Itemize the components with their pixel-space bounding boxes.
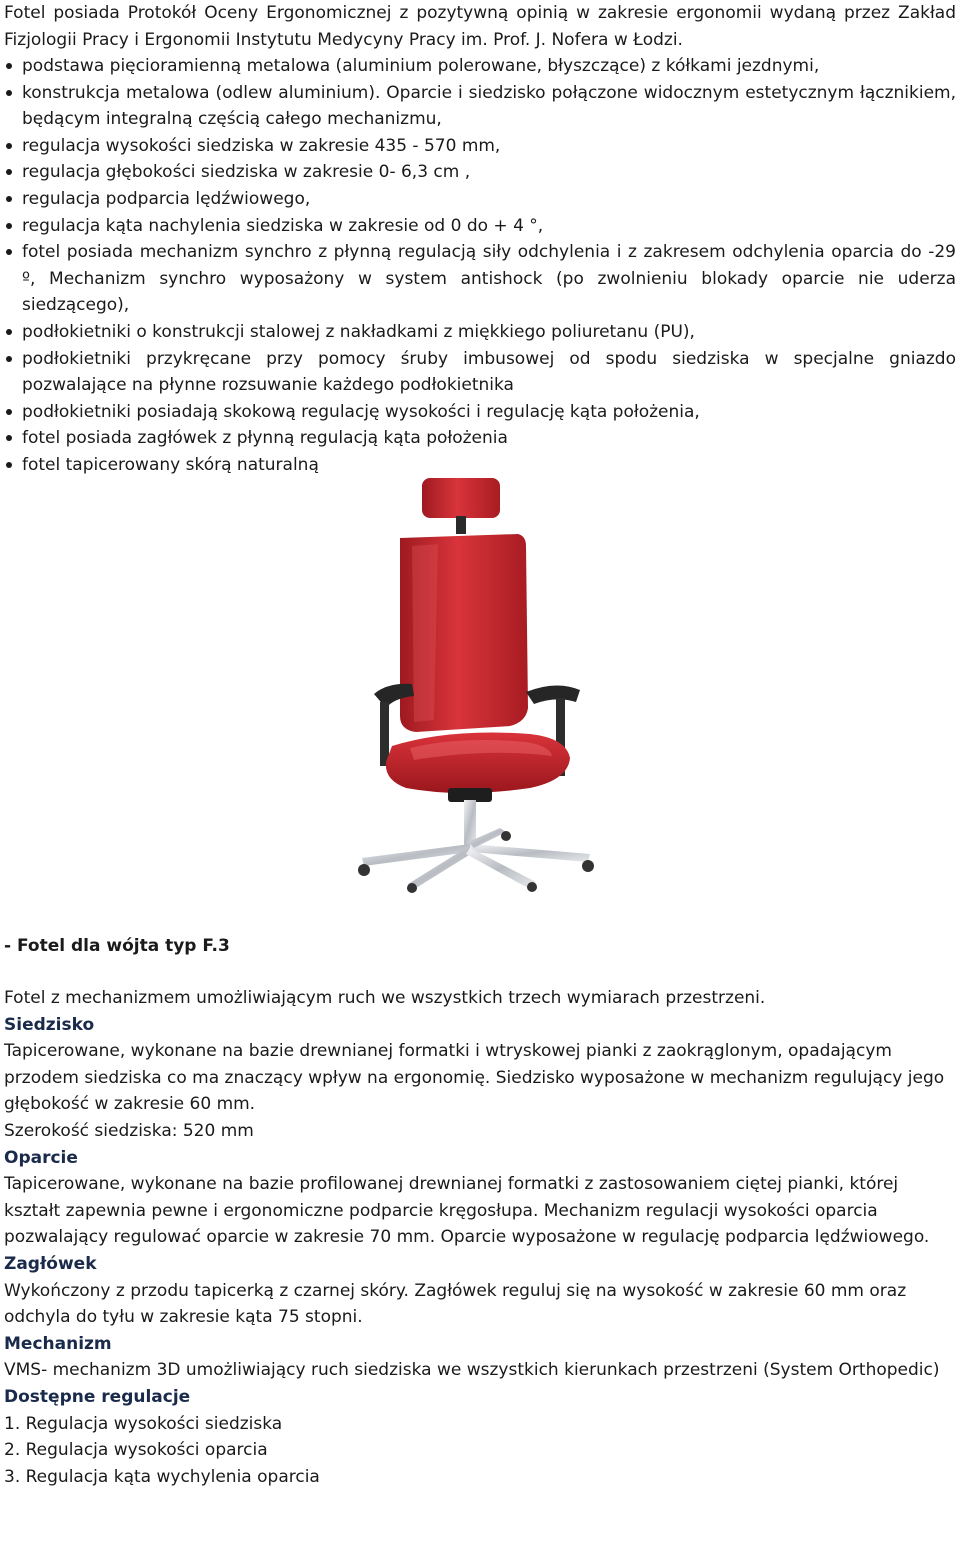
backrest-subheading: Oparcie bbox=[4, 1147, 78, 1168]
feature-item: regulacja podparcia lędźwiowego, bbox=[4, 186, 956, 213]
backrest-paragraph: Tapicerowane, wykonane na bazie profilowanej drewnianej formatki z zastosowaniem ciętej pianki, której kształt zapewnia pewne i ergonomiczne podparcie kręgosłupa. Mechanizm regulacji wysokości oparcia pozwalający regulować oparcie w zakresie 70 mm. Oparcie wyposażone w regulację podparcia lędźwiowego. bbox=[4, 1174, 930, 1248]
feature-item: podłokietniki o konstrukcji stalowej z nakładkami z miękkiego poliuretanu (PU), bbox=[4, 319, 956, 346]
mechanism-subheading: Mechanizm bbox=[4, 1333, 112, 1354]
feature-item: regulacja wysokości siedziska w zakresie 435 - 570 mm, bbox=[4, 133, 956, 160]
caster bbox=[527, 882, 537, 892]
seat-paragraph: Tapicerowane, wykonane na bazie drewnianej formatki i wtryskowej pianki z zaokrąglonym, opadającym przodem siedziska co ma znaczący wpływ na ergonomię. Siedzisko wyposażone w mechanizm regulujący jego głębokość w zakresie 60 mm. bbox=[4, 1041, 945, 1115]
intro-paragraph: Fotel posiada Protokół Oceny Ergonomicznej z pozytywną opinią w zakresie ergonomii wydaną przez Zakład Fizjologii Pracy i Ergonomii Instytutu Medycyny Pracy im. Prof. J. Nofera w Łodzi. bbox=[4, 3, 956, 50]
seat-mechanism bbox=[448, 788, 492, 802]
right-armrest bbox=[526, 685, 580, 704]
feature-item: podstawa pięcioramienną metalowa (aluminium polerowane, błyszczące) z kółkami jezdnymi, bbox=[4, 53, 956, 80]
caster bbox=[407, 883, 417, 893]
caster bbox=[358, 864, 370, 876]
left-armrest-post bbox=[380, 702, 389, 766]
headrest bbox=[422, 478, 500, 518]
headrest-paragraph: Wykończony z przodu tapicerką z czarnej skóry. Zagłówek reguluj się na wysokość w zakresie 60 mm oraz odchyla do tyłu w zakresie kąta 75 stopni. bbox=[4, 1280, 907, 1328]
adjustment-item: 3. Regulacja kąta wychylenia oparcia bbox=[4, 1466, 320, 1487]
caster bbox=[582, 860, 594, 872]
feature-item: fotel posiada mechanizm synchro z płynną regulacją siły odchylenia i z zakresem odchylenia oparcia do -29 º, Mechanizm synchro wyposażony w system antishock (po zwolnieniu blokady oparcie nie uderza siedzącego), bbox=[4, 239, 956, 319]
feature-item: regulacja kąta nachylenia siedziska w zakresie od 0 do + 4 °, bbox=[4, 213, 956, 240]
feature-item: konstrukcja metalowa (odlew aluminium). Oparcie i siedzisko połączone widocznym estetycznym łącznikiem, będącym integralną częścią całego mechanizmu, bbox=[4, 80, 956, 133]
section-heading: - Fotel dla wójta typ F.3 bbox=[4, 936, 230, 956]
feature-item: podłokietniki przykręcane przy pomocy śruby imbusowej od spodu siedziska w specjalne gniazdo pozwalające na płynne rozsuwanie każdego podłokietnika bbox=[4, 346, 956, 399]
headrest-subheading: Zagłówek bbox=[4, 1253, 97, 1274]
mechanism-paragraph: VMS- mechanizm 3D umożliwiający ruch siedziska we wszystkich kierunkach przestrzeni (System Orthopedic) bbox=[4, 1360, 940, 1381]
backrest-highlight bbox=[412, 544, 438, 722]
seat-subheading: Siedzisko bbox=[4, 1014, 95, 1035]
adjustments-subheading: Dostępne regulacje bbox=[4, 1386, 191, 1407]
feature-item: fotel tapicerowany skórą naturalną bbox=[4, 452, 956, 479]
gas-lift bbox=[464, 800, 476, 846]
office-chair-illustration bbox=[330, 476, 630, 894]
feature-item: regulacja głębokości siedziska w zakresie 0- 6,3 cm , bbox=[4, 159, 956, 186]
adjustments-list bbox=[4, 1411, 956, 1491]
adjustment-item: 2. Regulacja wysokości oparcia bbox=[4, 1440, 268, 1461]
feature-item: fotel posiada zagłówek z płynną regulacją kąta położenia bbox=[4, 425, 956, 452]
caster bbox=[501, 831, 511, 841]
seat-width-line: Szerokość siedziska: 520 mm bbox=[4, 1120, 254, 1141]
chair-specification bbox=[4, 985, 956, 1490]
feature-item: podłokietniki posiadają skokową regulację wysokości i regulację kąta położenia, bbox=[4, 399, 956, 426]
lead-paragraph: Fotel z mechanizmem umożliwiającym ruch we wszystkich trzech wymiarach przestrzeni. bbox=[4, 988, 766, 1008]
feature-list bbox=[4, 53, 956, 479]
headrest-stem bbox=[456, 516, 466, 534]
adjustment-item: 1. Regulacja wysokości siedziska bbox=[4, 1413, 283, 1434]
